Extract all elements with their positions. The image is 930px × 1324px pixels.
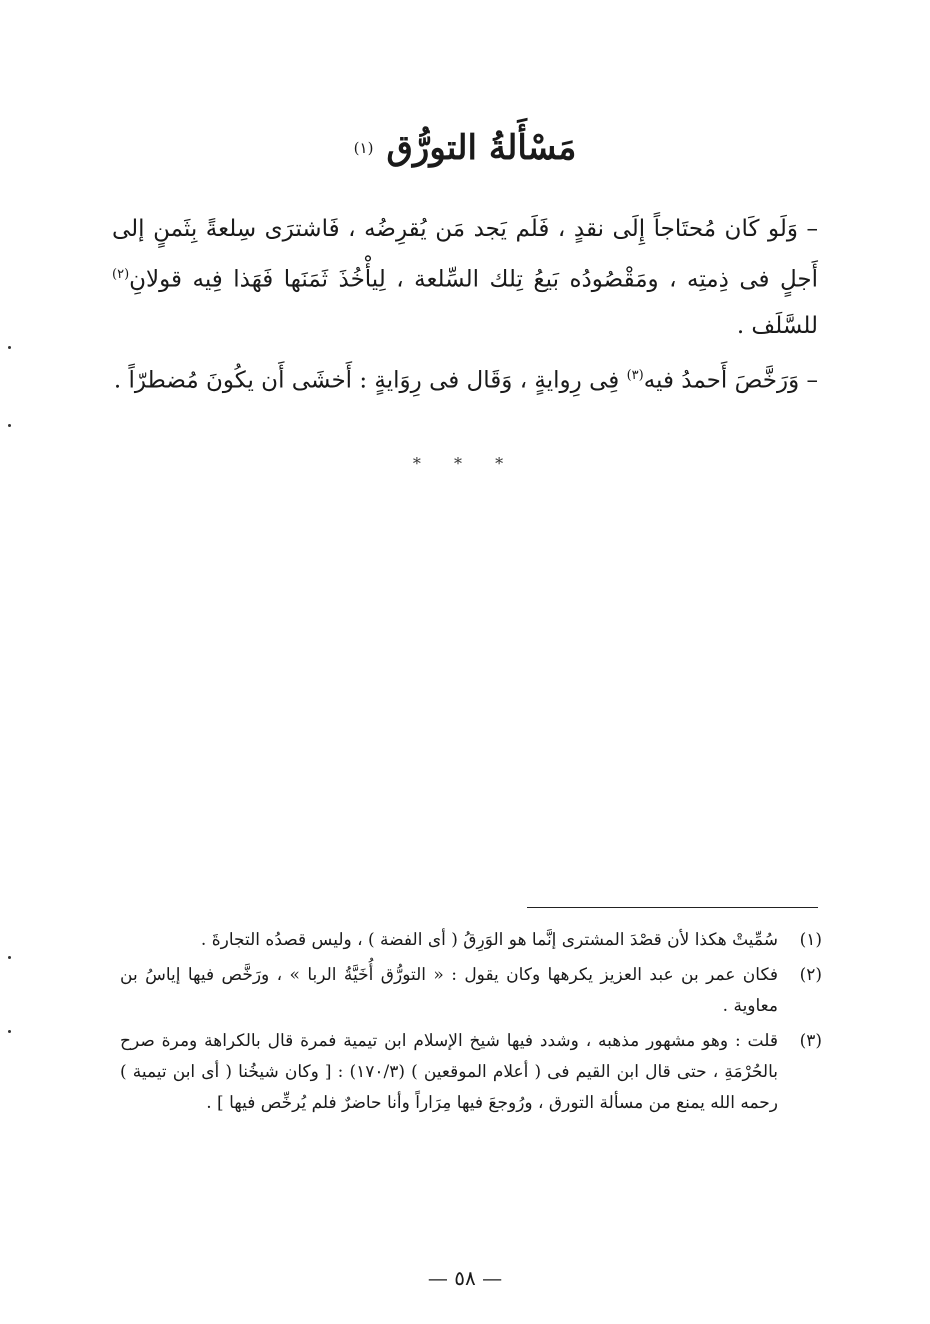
paragraph-tail: فِى رِوايةٍ ، وَقَال فى رِوَايةٍ : أَخشَى أَن يكُونَ مُضطرّاً . <box>113 367 627 394</box>
paragraph-text: – وَلَو كَان مُحتَاجاً إِلَى نقدٍ ، فَلَم يَجد مَن يُقرِضُه ، فَاشترَى سِلعةً بِثَمنٍ إلى أَجلٍ فى ذِمتِه ، ومَقْصُودُه بَيعُ تِلك السِّلعة ، لِيأْخُذَ ثَمَنَها فَهَذا فِيه قولانِ <box>112 216 818 293</box>
paragraph-tail: للسَّلَف . <box>736 312 818 339</box>
footnote-divider <box>527 907 818 908</box>
footnote-item <box>120 960 822 1022</box>
paragraph <box>112 353 818 404</box>
page-title: مَسْأَلةُ التورُّق <box>386 128 577 168</box>
footnote-text: قلت : وهو مشهور مذهبه ، وشدد فيها شيخ الإسلام ابن تيمية فمرة قال بالكراهة ومرة صرح بالحُرْمَةِ ، حتى قال ابن القيم فى ( أعلام الموقعين ) (١٧٠/٣) : [ وكان شيخُنا ( أى ابن تيمية ) رحمه الله يمنع من مسألة التورق ، ورُوجعَ فيها مِرَاراً وأنا حاضرٌ فلم يُرخِّص فيها ] . <box>120 1031 778 1113</box>
footnote-item <box>120 925 822 956</box>
footnote-number: (١) <box>799 930 822 950</box>
scan-speck <box>8 1030 11 1033</box>
scan-speck <box>8 956 11 959</box>
footnote-ref: (٣) <box>626 367 644 383</box>
paragraph <box>112 206 818 349</box>
main-text <box>112 206 818 407</box>
footnote-number: (٢) <box>799 965 822 985</box>
title-block <box>0 128 930 168</box>
page-number: — ٥٨ — <box>427 1266 503 1290</box>
footnotes <box>120 925 822 1123</box>
scan-speck <box>8 424 11 427</box>
section-separator: * * * <box>412 454 518 473</box>
title-footnote-ref: (١) <box>353 138 374 157</box>
footnote-text: فكان عمر بن عبد العزيز يكرهها وكان يقول : « التورُّق أُخَيَّةُ الربا » ، ورَخَّص فيها إياسُ بن معاوية . <box>120 965 778 1016</box>
footnote-ref: (٢) <box>112 267 130 282</box>
footnote-number: (٣) <box>799 1031 822 1051</box>
paragraph-text: – وَرَخَّصَ أَحمدُ فيه <box>643 367 818 394</box>
scan-speck <box>8 346 11 349</box>
footnote-item <box>120 1026 822 1119</box>
footnote-text: سُمِّيتْ هكذا لأن قصْدَ المشترى إنَّما هو الوَرِقُ ( أى الفضة ) ، وليس قصدُه التجارةَ . <box>200 930 778 950</box>
